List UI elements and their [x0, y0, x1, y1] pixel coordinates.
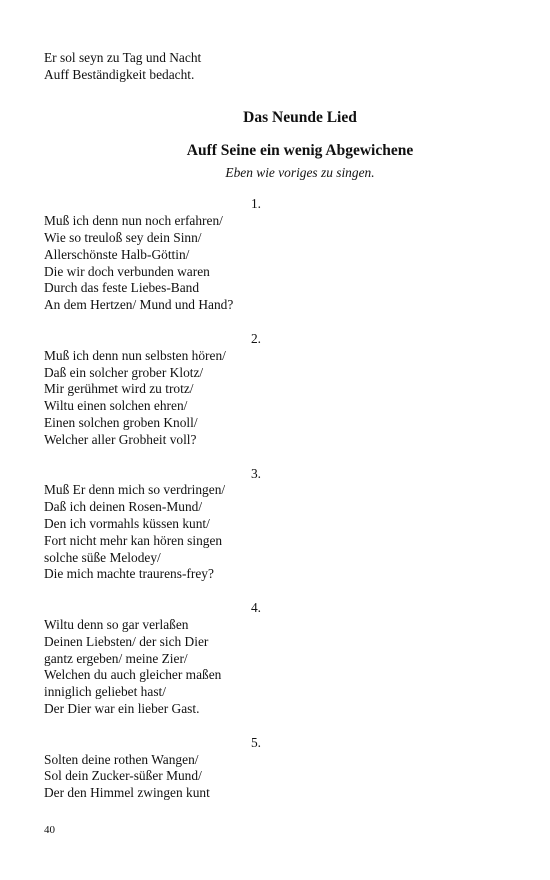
stanza-number: 1.: [250, 196, 261, 212]
verse-line: gantz ergeben/ meine Zier/: [44, 650, 188, 666]
song-heading: Auff Seine ein wenig Abgewichene: [186, 141, 414, 159]
verse-line: Sol dein Zucker-süßer Mund/: [44, 768, 202, 784]
verse-line: Er sol seyn zu Tag und Nacht: [44, 50, 202, 65]
verse-line: Der Dier war ein lieber Gast.: [44, 700, 200, 716]
verse-line: Einen solchen groben Knoll/: [44, 414, 198, 430]
verse-line: Wie so treuloß sey dein Sinn/: [44, 229, 202, 245]
verse-line: Den ich vormahls küssen kunt/: [44, 515, 210, 531]
verse-line: Welchen du auch gleicher maßen: [44, 667, 222, 683]
stanza-3: [44, 466, 504, 584]
verse-line: solche süße Melodey/: [44, 549, 161, 565]
stanza-number: 5.: [250, 734, 261, 750]
verse-line: Die wir doch verbunden waren: [44, 263, 210, 279]
verse-line: Die mich machte traurens-frey?: [44, 566, 214, 582]
verse-line: An dem Hertzen/ Mund und Hand?: [44, 297, 234, 313]
verse-line: inniglich geliebet hast/: [44, 684, 166, 700]
stanza-5: [44, 735, 504, 802]
verse-line: Daß ein solcher grober Klotz/: [44, 364, 204, 380]
stanza-number: 2.: [250, 330, 261, 346]
song-title: Das Neunde Lied: [243, 108, 357, 126]
verse-line: Wiltu denn so gar verlaßen: [44, 616, 189, 632]
stanza-1: [44, 196, 504, 314]
verse-line: Deinen Liebsten/ der sich Dier: [44, 633, 209, 649]
verse-line: Allerschönste Halb-Göttin/: [44, 246, 190, 262]
verse-line: Mir gerühmet wird zu trotz/: [44, 381, 194, 397]
page-body: [44, 50, 504, 802]
verse-line: Der den Himmel zwingen kunt: [44, 785, 210, 801]
verse-line: Welcher aller Grobheit voll?: [44, 431, 197, 447]
opening-stanza: [44, 50, 504, 84]
verse-line: Daß ich deinen Rosen-Mund/: [44, 499, 203, 515]
stanza-4: [44, 600, 504, 718]
verse-line: Solten deine rothen Wangen/: [44, 751, 199, 767]
song-instruction: Eben wie voriges zu singen.: [225, 164, 375, 180]
verse-line: Auff Beständigkeit bedacht.: [44, 66, 195, 82]
page-number: 40: [44, 824, 55, 836]
stanza-2: [44, 331, 504, 449]
verse-line: Durch das feste Liebes-Band: [44, 280, 200, 296]
verse-line: Wiltu einen solchen ehren/: [44, 398, 188, 414]
verse-line: Muß ich denn nun noch erfahren/: [44, 213, 223, 229]
stanza-number: 4.: [250, 600, 261, 616]
verse-line: Muß ich denn nun selbsten hören/: [44, 347, 226, 363]
stanza-number: 3.: [250, 465, 261, 481]
verse-line: Fort nicht mehr kan hören singen: [44, 532, 223, 548]
verse-line: Muß Er denn mich so verdringen/: [44, 482, 226, 498]
